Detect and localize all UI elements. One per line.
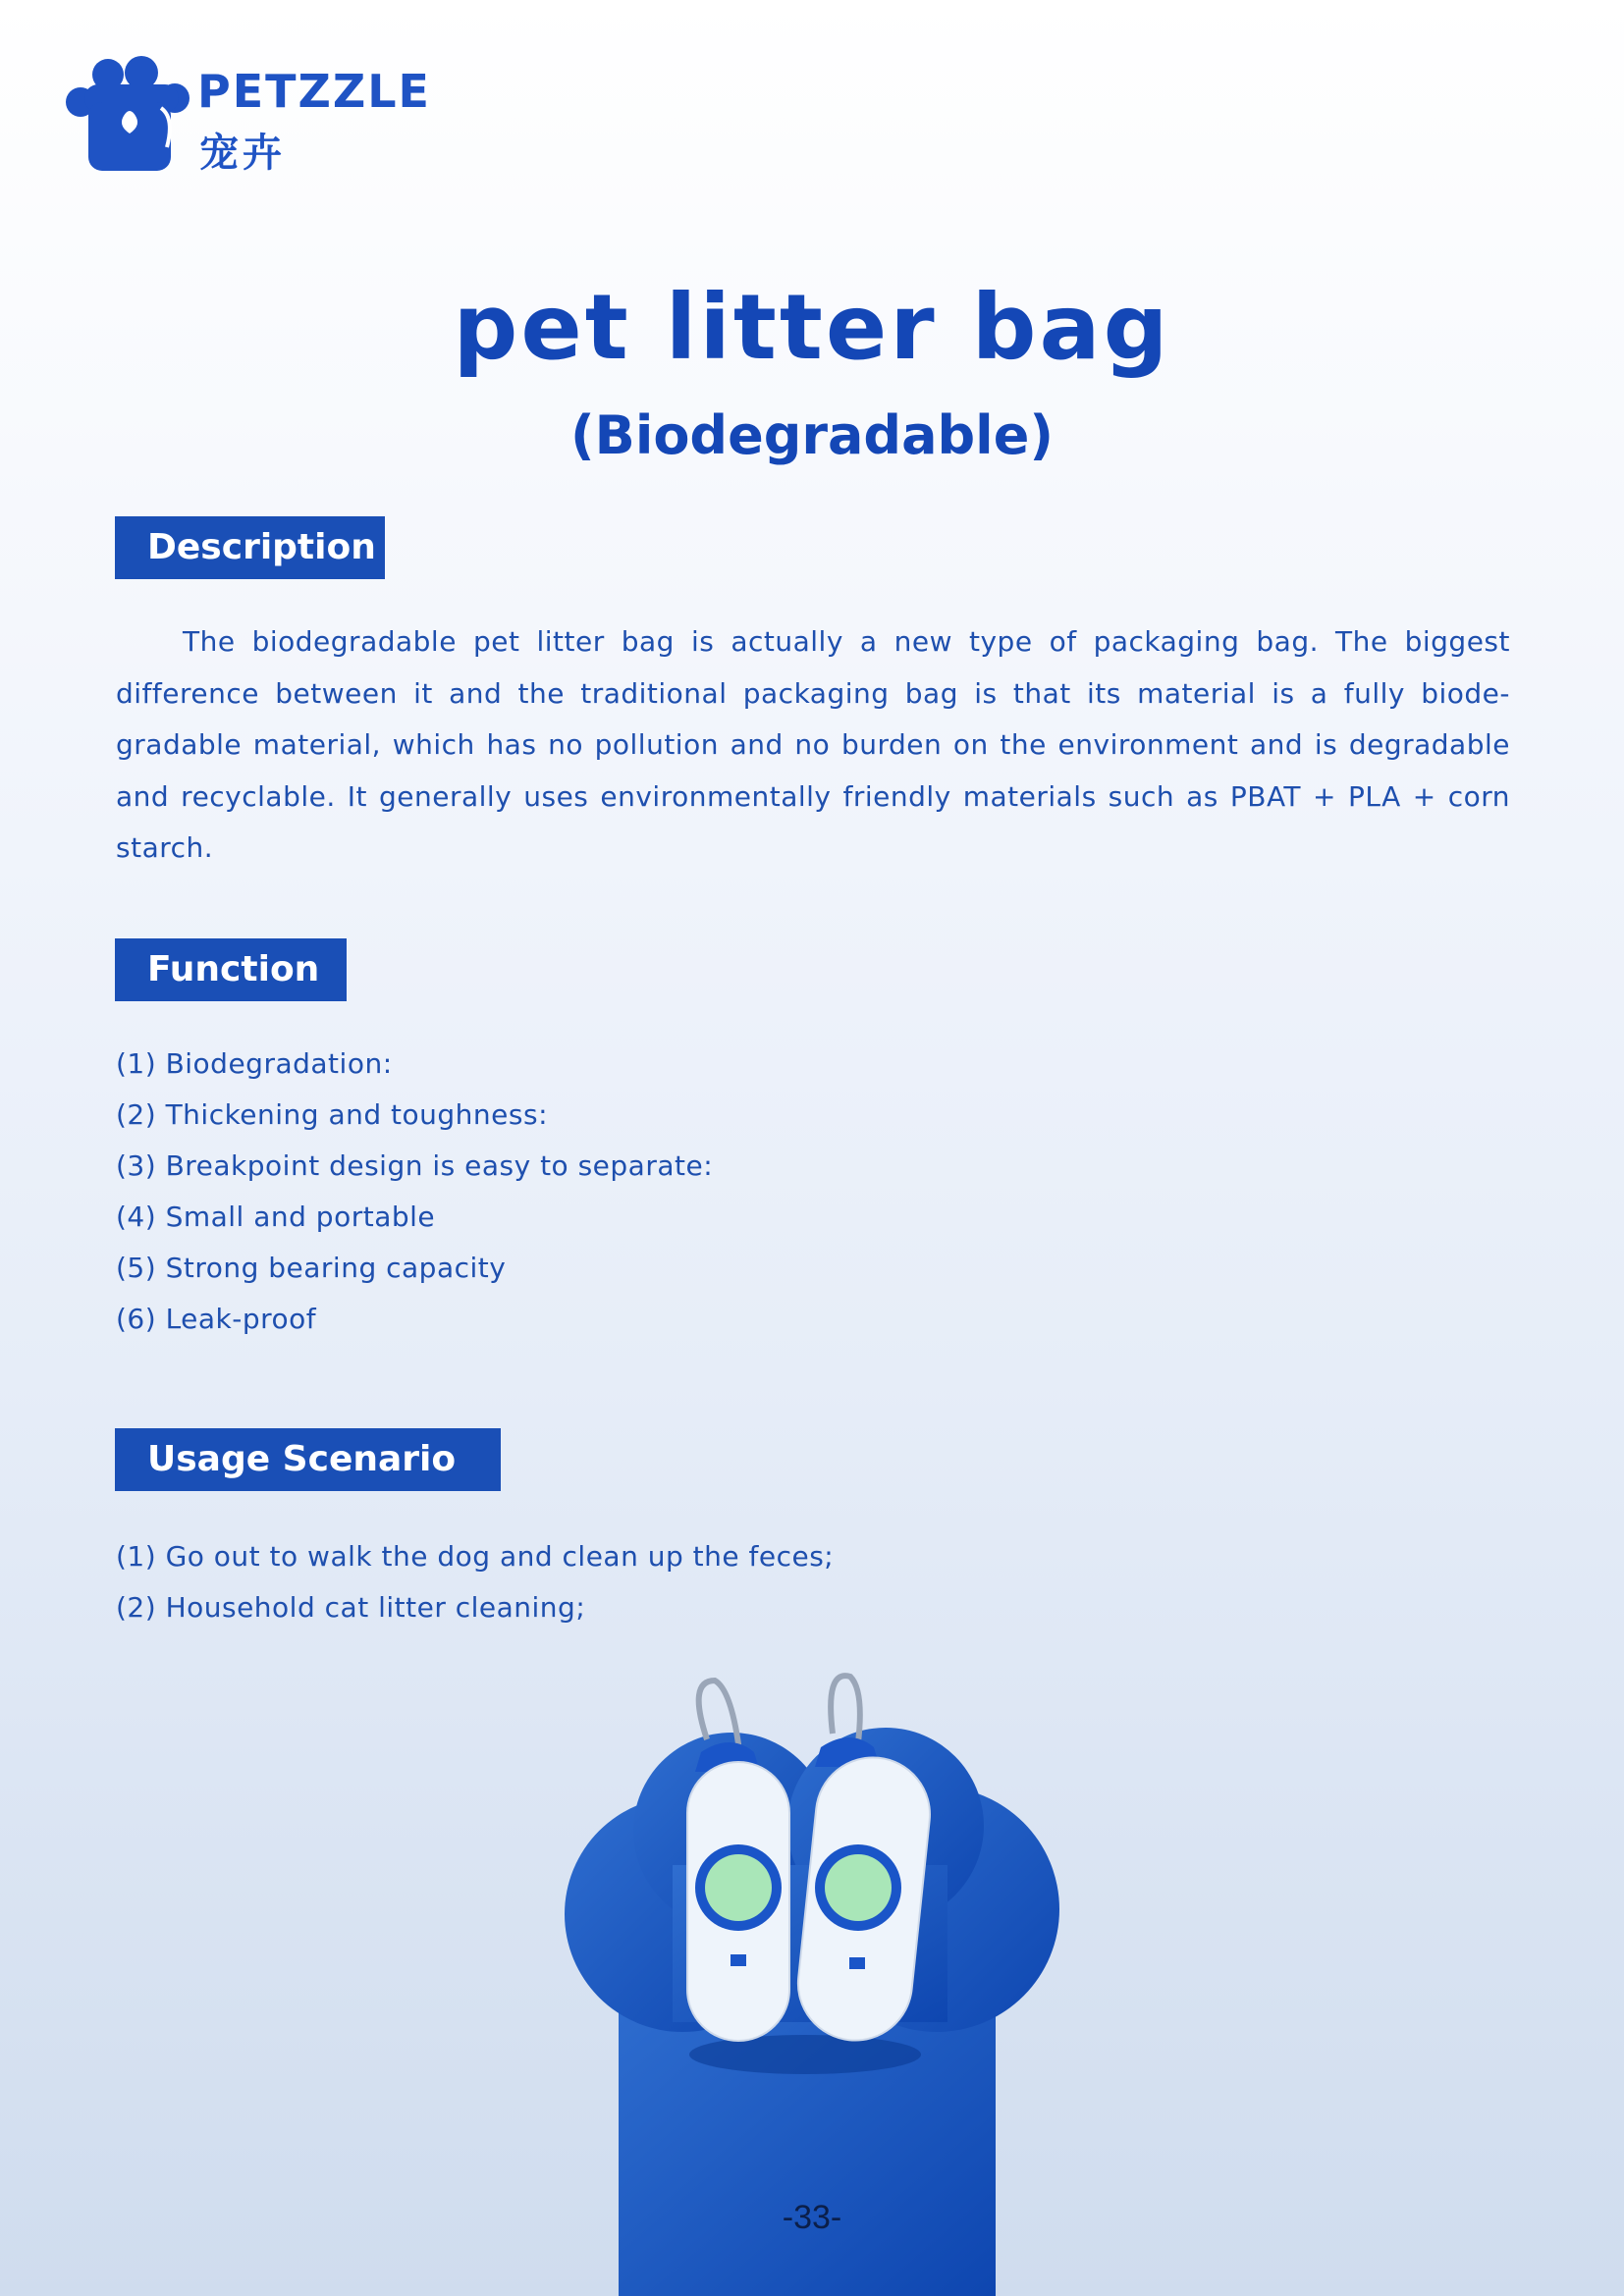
logo-brand-en: PETZZLE: [197, 65, 431, 118]
function-item: (4) Small and portable: [116, 1201, 436, 1233]
product-shadow: [689, 2035, 921, 2074]
function-item: (6) Leak-proof: [116, 1303, 317, 1335]
function-item: (3) Breakpoint design is easy to separate:: [116, 1149, 714, 1182]
page-subtitle: (Biodegradable): [569, 404, 1054, 466]
usage-item: (2) Household cat litter cleaning;: [116, 1591, 586, 1624]
usage-list: [116, 1531, 834, 1633]
function-item: (1) Biodegradation:: [116, 1047, 393, 1080]
usage-item: (1) Go out to walk the dog and clean up the feces;: [116, 1540, 835, 1573]
bag-dispenser-left-icon: [687, 1681, 789, 2041]
function-item: (2) Thickening and toughness:: [116, 1098, 549, 1131]
usage-heading: Usage Scenario: [115, 1428, 501, 1491]
function-list: [116, 1039, 713, 1345]
description-text: The biodegradable pet litter bag is actually a new type of packaging bag. The biggest difference between it and the traditional packaging bag is that its material is a fully biode-gradable material, which has no pollution and no burden on the environment and is degradable and recyclable. It generally uses environmentally friendly materials such as PBAT + PLA + corn starch.: [116, 625, 1510, 864]
description-heading: Description: [115, 516, 385, 579]
logo-brand-cn: 宠卉: [199, 131, 286, 176]
function-item: (5) Strong bearing capacity: [116, 1252, 507, 1284]
brand-logo: [65, 51, 438, 179]
paw-logo-icon: [65, 51, 202, 174]
page-title: pet litter bag: [453, 275, 1171, 380]
function-heading: Function: [115, 938, 347, 1001]
page-number: -33-: [782, 2199, 842, 2236]
